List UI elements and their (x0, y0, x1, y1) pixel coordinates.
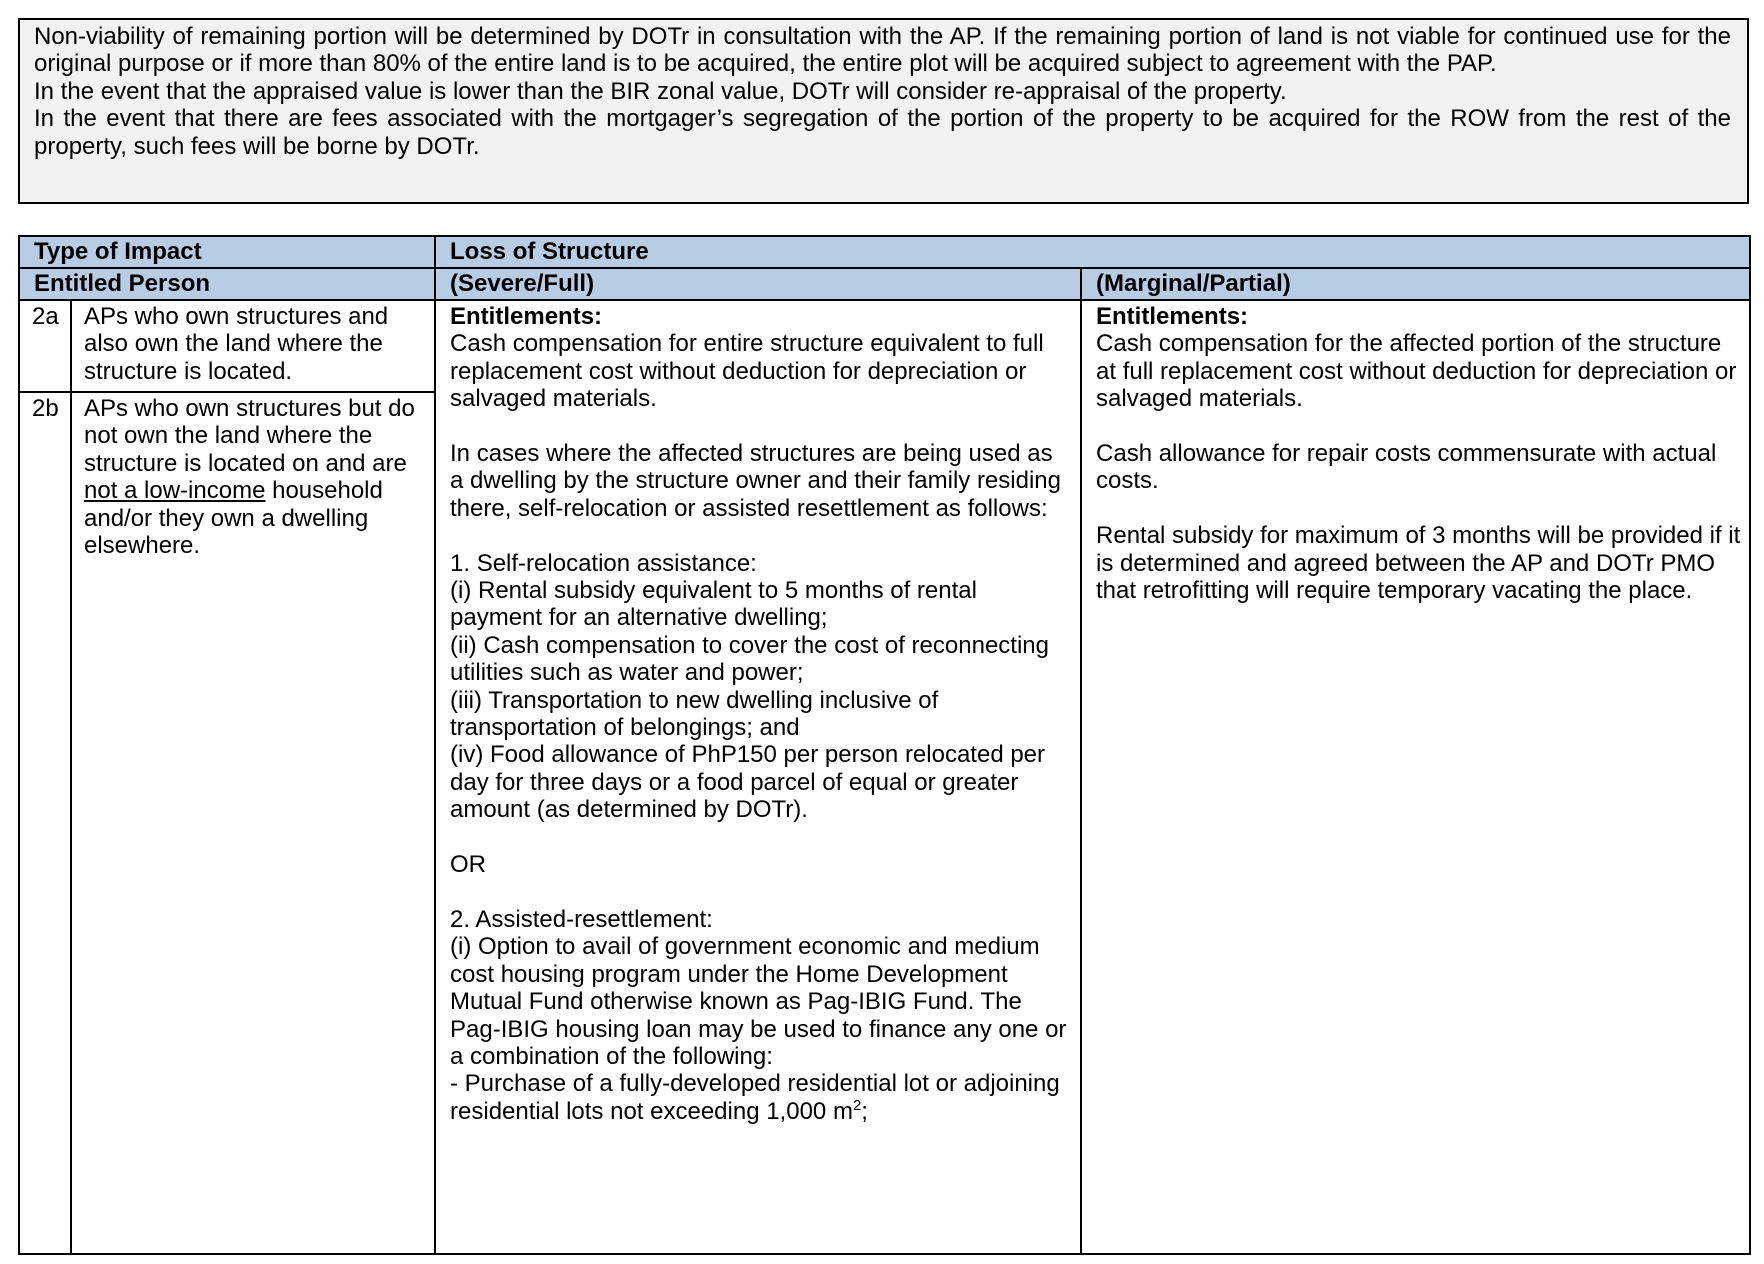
marginal-entitlements-heading: Entitlements: (1096, 303, 1249, 330)
assisted-resettlement-item-i: (i) Option to avail of government economic and medium cost housing program under the Home Development Mutual Fund otherwise known as Pag-IBIG Fund. The Pag-IBIG housing loan may be used to finance any one or a combination of the following: (450, 933, 1067, 1070)
severe-entitlements-cell (435, 300, 1081, 1254)
header-type-of-impact: Type of Impact (19, 236, 435, 268)
marginal-entitlements-cell (1081, 300, 1750, 1254)
table-row-2a (19, 300, 1750, 392)
entitled-2b-underlined: not a low-income (84, 477, 266, 505)
superscript-2: 2 (852, 1096, 862, 1114)
self-relocation-item-ii: (ii) Cash compensation to cover the cost of reconnecting utilities such as water and power; (450, 631, 1049, 687)
entitled-person-2a: APs who own structures and also own the land where the structure is located. (71, 300, 435, 392)
entitled-2b-after: household and/or they own a dwelling elsewhere. (84, 477, 383, 560)
entitlement-matrix-table (18, 235, 1751, 1255)
header-marginal-partial: (Marginal/Partial) (1081, 268, 1750, 300)
bullet-text: - Purchase of a fully-developed residential lot or adjoining residential lots not exceeding 1,000 m (450, 1070, 1060, 1125)
self-relocation-item-iv: (iv) Food allowance of PhP150 per person relocated per day for three days or a food parcel of equal or greater amount (as determined by DOTr). (450, 741, 1046, 824)
row-number-2b: 2b (19, 392, 71, 1254)
header-severe-full: (Severe/Full) (435, 268, 1081, 300)
self-relocation-item-iii: (iii) Transportation to new dwelling inclusive of transportation of belongings; and (450, 686, 939, 742)
note-paragraph-fees: In the event that there are fees associated with the mortgager’s segregation of the portion of the property to be acquired for the ROW from the rest of the property, such fees will be borne by DOTr. (34, 105, 1731, 160)
assisted-resettlement-title: 2. Assisted-resettlement: (450, 905, 713, 933)
severe-dwelling-cases: In cases where the affected structures are being used as a dwelling by the structure owner and their family residing there, self-relocation or assisted resettlement as follows: (450, 440, 1061, 522)
note-paragraph-reappraisal: In the event that the appraised value is lower than the BIR zonal value, DOTr will consider re-appraisal of the property. (34, 77, 1287, 105)
or-separator: OR (450, 851, 487, 879)
self-relocation-item-i: (i) Rental subsidy equivalent to 5 months of rental payment for an alternative dwelling; (450, 577, 977, 632)
severe-cash-compensation: Cash compensation for entire structure equivalent to full replacement cost without deduction for depreciation or salvaged materials. (450, 330, 1044, 413)
severe-entitlements-heading: Entitlements: (450, 303, 603, 330)
entitled-person-2b (71, 392, 435, 1254)
note-paragraph-viability: Non-viability of remaining portion will be determined by DOTr in consultation with the AP. If the remaining portion of land is not viable for continued use for the original purpose or if more than 80% of the entire land is to be acquired, the entire plot will be acquired subject to agreement with the PAP. (34, 23, 1731, 78)
bullet-end: ; (861, 1097, 868, 1125)
policy-note-box (18, 18, 1749, 204)
assisted-resettlement-bullet (450, 1070, 1072, 1125)
header-row-2 (19, 268, 1750, 300)
header-loss-of-structure: Loss of Structure (435, 236, 1750, 268)
entitled-2b-before: APs who own structures but do not own the land where the structure is located on and are (84, 395, 415, 477)
self-relocation-title: 1. Self-relocation assistance: (450, 549, 757, 577)
marginal-cash-compensation: Cash compensation for the affected portion of the structure at full replacement cost without deduction for depreciation or salvaged materials. (1096, 330, 1737, 413)
marginal-rental-subsidy: Rental subsidy for maximum of 3 months will be provided if it is determined and agreed between the AP and DOTr PMO that retrofitting will require temporary vacating the place. (1096, 522, 1741, 605)
row-number-2a: 2a (19, 300, 71, 392)
marginal-repair-allowance: Cash allowance for repair costs commensurate with actual costs. (1096, 440, 1717, 495)
header-row-1 (19, 236, 1750, 268)
header-entitled-person: Entitled Person (19, 268, 435, 300)
